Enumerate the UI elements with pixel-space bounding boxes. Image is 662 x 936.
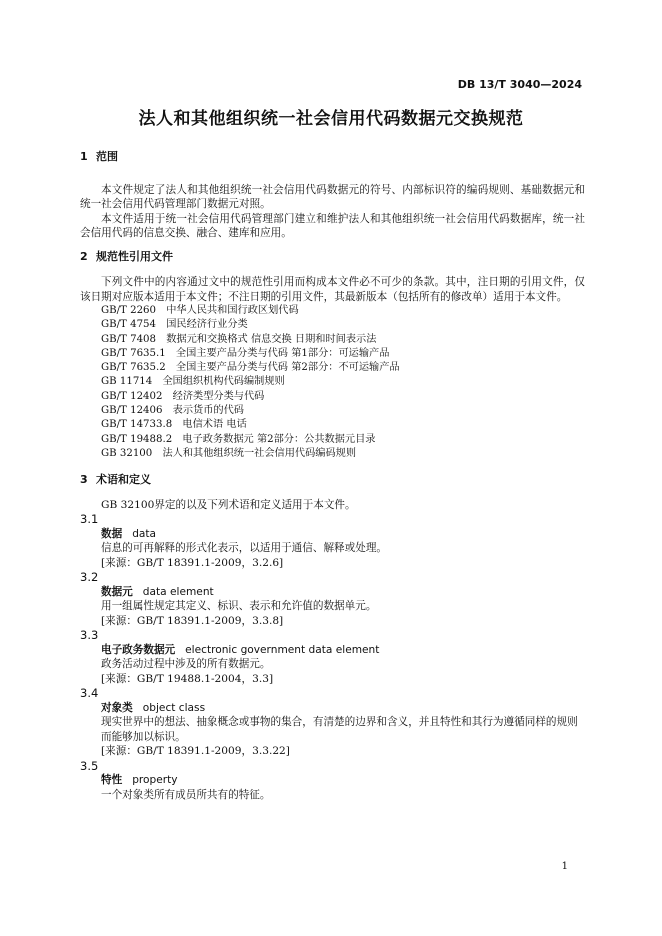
reference-item: GB/T 7635.1 全国主要产品分类与代码 第1部分：可运输产品	[101, 347, 390, 359]
term-definition: 用一组属性规定其定义、标识、表示和允许值的数据单元。	[101, 600, 377, 613]
term-heading	[80, 701, 585, 716]
reference-item: GB/T 12402 经济类型分类与代码	[101, 390, 265, 402]
reference-item: GB/T 19488.2 电子政务数据元 第2部分：公共数据元目录	[101, 433, 376, 445]
term-source: [来源：GB/T 18391.1-2009，3.2.6]	[101, 556, 284, 569]
term-entry	[80, 570, 585, 628]
term-en: data	[132, 527, 157, 540]
section-number: 3	[80, 473, 88, 487]
term-heading	[80, 527, 585, 542]
section-title: 术语和定义	[96, 473, 151, 487]
section-heading	[80, 150, 585, 165]
term-entry	[80, 686, 585, 759]
paragraph: 下列文件中的内容通过文中的规范性引用而构成本文件必不可少的条款。其中，注日期的引用文件，仅该日期对应版本适用于本文件；不注日期的引用文件，其最新版本（包括所有的修改单）适用于本文件。	[80, 276, 585, 303]
section-number: 1	[80, 150, 88, 163]
term-number: 3.2	[80, 570, 99, 585]
term-definition: 一个对象类所有成员所共有的特征。	[101, 788, 271, 801]
term-source: [来源：GB/T 19488.1-2004，3.3]	[101, 672, 274, 685]
term-definition: 信息的可再解释的形式化表示，以适用于通信、解释或处理。	[101, 542, 388, 555]
term-en: property	[132, 774, 178, 787]
section-heading	[80, 473, 585, 488]
document-code: DB 13/T 3040—2024	[457, 78, 582, 91]
document-title: 法人和其他组织统一社会信用代码数据元交换规范	[138, 109, 524, 129]
term-en: object class	[142, 701, 206, 714]
term-en: data element	[142, 585, 214, 598]
paragraph: 本文件适用于统一社会信用代码管理部门建立和维护法人和其他组织统一社会信用代码数据库，统一社会信用代码的信息交换、融合、建库和应用。	[80, 212, 585, 239]
section-title: 规范性引用文件	[96, 249, 173, 263]
reference-item: GB 11714 全国组织机构代码编制规则	[101, 376, 285, 388]
term-heading	[80, 585, 585, 600]
document-body	[80, 150, 585, 802]
term-zh: 数据	[101, 527, 123, 540]
term-zh: 特性	[101, 774, 123, 787]
reference-item: GB 32100 法人和其他组织统一社会信用代码编码规则	[101, 447, 357, 459]
term-source: [来源：GB/T 18391.1-2009，3.3.22]	[101, 745, 290, 758]
reference-item: GB/T 4754 国民经济行业分类	[101, 319, 248, 331]
term-heading	[80, 643, 585, 658]
term-zh: 对象类	[101, 701, 133, 714]
reference-item: GB/T 7635.2 全国主要产品分类与代码 第2部分：不可运输产品	[101, 362, 400, 374]
term-definition: 现实世界中的想法、抽象概念或事物的集合，有清楚的边界和含义，并且特性和其行为遵循同样的规则而能够加以标识。	[101, 716, 578, 743]
term-definition: 政务活动过程中涉及的所有数据元。	[101, 658, 271, 671]
paragraph: GB 32100界定的以及下列术语和定义适用于本文件。	[101, 498, 356, 511]
term-number: 3.3	[80, 628, 99, 643]
section-terms-definitions	[80, 473, 585, 802]
section-normative-references	[80, 250, 585, 462]
section-title: 范围	[96, 150, 118, 163]
reference-item: GB/T 12406 表示货币的代码	[101, 405, 244, 417]
term-entry	[80, 512, 585, 570]
term-entry	[80, 628, 585, 686]
reference-item: GB/T 7408 数据元和交换格式 信息交换 日期和时间表示法	[101, 333, 377, 345]
term-en: electronic government data element	[185, 643, 380, 656]
section-number: 2	[80, 249, 88, 263]
term-heading	[80, 773, 585, 788]
term-zh: 电子政务数据元	[101, 643, 176, 656]
term-entry	[80, 759, 585, 803]
term-number: 3.1	[80, 512, 99, 527]
paragraph: 本文件规定了法人和其他组织统一社会信用代码数据元的符号、内部标识符的编码规则、基础数据元和统一社会信用代码管理部门数据元对照。	[80, 183, 585, 210]
term-zh: 数据元	[101, 585, 133, 598]
section-heading	[80, 250, 585, 265]
section-scope	[80, 150, 585, 241]
reference-item: GB/T 2260 中华人民共和国行政区划代码	[101, 305, 299, 316]
term-number: 3.4	[80, 686, 99, 701]
page-number: 1	[561, 861, 568, 872]
term-source: [来源：GB/T 18391.1-2009，3.3.8]	[101, 614, 284, 627]
reference-item: GB/T 14733.8 电信术语 电话	[101, 419, 247, 431]
term-number: 3.5	[80, 758, 99, 773]
